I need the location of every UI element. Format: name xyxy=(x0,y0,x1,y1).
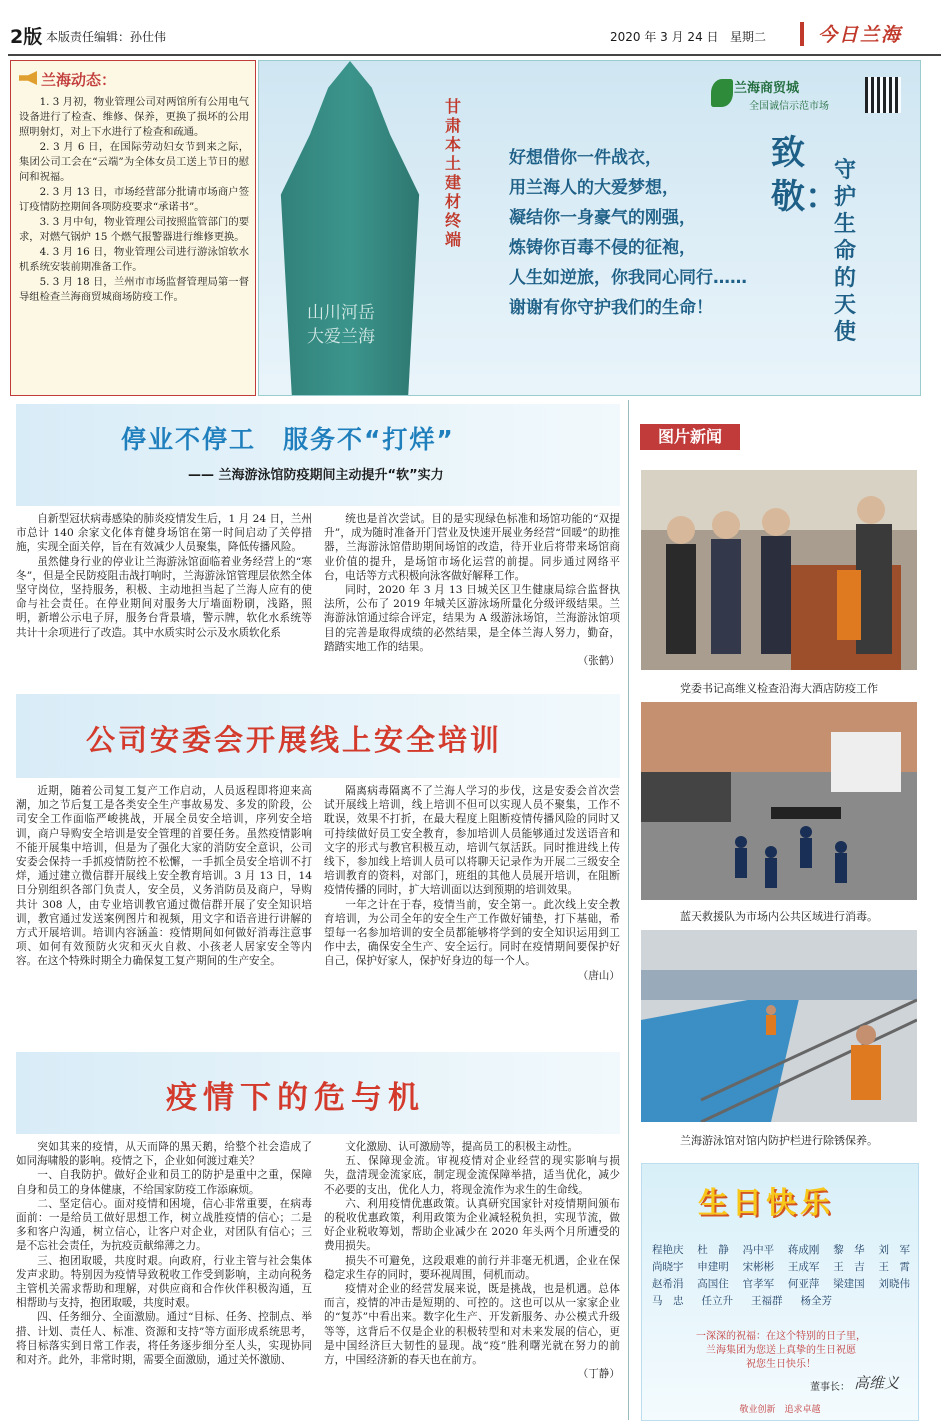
name: 官孝军 xyxy=(742,1278,775,1290)
article3-banner xyxy=(16,1052,620,1134)
news-item: 2. 3 月 13 日，市场经营部分批请市场商户签订疫情防控期间各项防疫要求“承诺书”。 xyxy=(19,186,249,213)
article1-col2 xyxy=(324,512,620,690)
article3-col1 xyxy=(16,1140,312,1422)
ad-line: 凝结你一身豪气的刚强， xyxy=(509,208,696,228)
photo-caption: 党委书记高维义检查沿海大酒店防疫工作 xyxy=(680,682,878,695)
name: 马 忠 xyxy=(652,1295,684,1307)
gown-line: 山川河岳 xyxy=(307,303,375,323)
angel-text: 守护生命的天使 xyxy=(834,158,857,345)
megaphone-icon xyxy=(19,71,37,85)
news-item: 5. 3 月 18 日，兰州市市场监督管理局第一督导组检查兰海商贸城商场防疫工作。 xyxy=(19,276,249,303)
paragraph: 三、抱团取暖，共度时艰。向政府，行业主管与社会集体发声求助。特别因为疫情导致税收工作受到影响，主动向税务主管机关需求帮助和理解，对供应商和合作伙伴积极沟通，互相帮助与支持，抱团取暖，共度时艰。 xyxy=(16,1254,312,1310)
advertisement xyxy=(258,60,921,396)
name-row xyxy=(652,1293,910,1310)
name: 王成军 xyxy=(787,1261,820,1273)
picture-news-heading: 图片新闻 xyxy=(640,424,740,450)
name: 王 吉 xyxy=(833,1261,865,1273)
article1-subtitle: —— 兰海游泳馆防疫期间主动提升“软”实力 xyxy=(188,468,444,483)
paragraph: 隔离病毒隔离不了兰海人学习的步伐，这是安委会首次尝试开展线上培训，线上培训不但可以实现人员不聚集，工作不耽误，效果不打折，在最大程度上阻断疫情传播风险的同时又可持续做好员工安全教育，参加培训人员能够通过发送语音和文字的形式与教官积极互动，培训气氛活跃。同时推进线上传线下，参加线上培训人员可以将聊天记录作为开展二三级安全培训教育的资料，对部门，班组的其他人员展开培训，在阻断疫情传播的同时，扩大培训面以达到预期的培训效果。 xyxy=(324,785,620,897)
wish-line: 兰海集团为您送上真挚的生日祝愿 xyxy=(706,1345,856,1356)
paragraph: 五、保障现金流。审视疫情对企业经营的现实影响与损失，盘清现金流家底，制定现金流保障举措，适当优化，减少不必要的支出，优化人力，将现金流作为求生的生命线。 xyxy=(324,1155,620,1196)
paragraph: 自新型冠状病毒感染的肺炎疫情发生后，1 月 24 日，兰州市总计 140 余家文化体育健身场馆在第一时间启动了关停措施，实现全面关停，旨在有效减少人员聚集，降低传播风险。 xyxy=(16,513,312,554)
brand-logo-icon xyxy=(711,79,733,107)
news-item: 2. 3 月 6 日，在国际劳动妇女节到来之际，集团公司工会在“云端”为全体女员工送上节日的慰问和祝福。 xyxy=(19,141,249,183)
birthday-wish xyxy=(652,1330,910,1372)
name-row xyxy=(652,1242,910,1259)
weekday-text: 星期二 xyxy=(729,30,766,44)
article2-col2 xyxy=(324,784,620,1048)
photo-pool xyxy=(641,930,917,1122)
name: 宋彬彬 xyxy=(742,1261,775,1273)
article2-title: 公司安委会开展线上安全培训 xyxy=(86,723,503,757)
issue-date xyxy=(610,28,766,45)
article2-col1 xyxy=(16,784,312,1048)
news-item: 1. 3 月初，物业管理公司对两馆所有公用电气设备进行了检查、维修、保养，更换了损坏的公用照明射灯，对上下水进行了检查和疏通。 xyxy=(19,96,249,138)
article1-col1 xyxy=(16,512,312,690)
name: 高国住 xyxy=(697,1278,729,1290)
article1-banner xyxy=(16,404,620,506)
paragraph: 同时，2020 年 3 月 13 日城关区卫生健康局综合监督执法所，公布了 2019 年城关区游泳场所量化分级评级结果。兰海游泳馆通过综合评定，结果为 A 级游泳场馆，兰海游泳馆项目的完善是取得成绩的必然结果，是全体兰海人努力，勤奋，踏踏实地工作的结果。 xyxy=(324,584,620,653)
name: 王 霄 xyxy=(878,1261,910,1273)
birthday-box xyxy=(641,1163,919,1421)
company-motto: 敬业创新 追求卓越 xyxy=(739,1405,821,1415)
news-item: 3. 3 月中旬，物业管理公司按照监管部门的要求，对燃气锅炉 15 个燃气报警器进行维修更换。 xyxy=(19,216,249,243)
birthday-title: 生日快乐 xyxy=(698,1186,834,1221)
header-rule xyxy=(8,54,941,56)
qr-code-icon xyxy=(865,77,901,113)
ad-line: 人生如逆旅，你我同心同行…… xyxy=(509,268,747,288)
paragraph: 一、自我防护。做好企业和员工的防护是重中之重，保障自身和员工的身体健康，不给国家防疫工作添麻烦。 xyxy=(16,1169,312,1196)
name: 王福群 xyxy=(751,1295,783,1307)
brand-subtitle: 全国诚信示范市场 xyxy=(749,101,829,112)
name: 程艳庆 xyxy=(652,1244,684,1256)
page-header xyxy=(0,0,949,56)
name: 梁建国 xyxy=(833,1278,865,1290)
paragraph: 突如其来的疫情，从天而降的黑天鹅，给整个社会造成了如同海啸般的影响。疫情之下，企业如何渡过难关？ xyxy=(16,1141,312,1168)
paragraph: 二、坚定信心。面对疫情和困境，信心非常重要，在病毒面前：一是给员工做好思想工作，树立战胜疫情的信心；二是多和客户沟通，树立信心，让客户对企业，对团队有信心；三是不忘社会责任，为抗疫贡献绵薄之力。 xyxy=(16,1197,312,1253)
news-title: 兰海动态： xyxy=(41,71,117,89)
name: 冯中平 xyxy=(742,1244,775,1256)
name: 杜 静 xyxy=(697,1244,729,1256)
ad-line: 用兰海人的大爱梦想， xyxy=(509,178,679,198)
name: 刘晓伟 xyxy=(878,1278,910,1290)
name: 申建明 xyxy=(697,1261,729,1273)
author-byline: （张鹤） xyxy=(577,655,620,668)
article3-title: 疫情下的危与机 xyxy=(166,1080,425,1116)
ad-line: 好想借你一件战衣， xyxy=(509,148,662,168)
news-box xyxy=(10,60,256,396)
newspaper-logo: 今日兰海 xyxy=(818,24,903,46)
photo-disinfection xyxy=(641,702,917,900)
author-byline: （丁静） xyxy=(577,1368,620,1381)
paragraph: 文化激励、认可激励等，提高员工的积极主动性。 xyxy=(345,1141,579,1153)
gown-lettering xyxy=(307,301,375,349)
paragraph: 近期，随着公司复工复产工作启动，人员返程即将迎来高潮，加之节后复工是各类安全生产事故易发、多发的阶段，公司安全工作面临严峻挑战，开展全员安全培训，序列安全培训，商户导购安全培训是安全管理的首要任务。虽然疫情影响不能开展集中培训，但是为了强化大家的消防安全意识，公司安委会保持一手抓疫情防控不松懈，一手抓全员安全培训不打烊，通过建立微信群开展线上安全教育培训。3 月 13 日，14 日分别组织各部门负责人，安全员，义务消防员及商户，导购共计 308 人，由专业培训教官通过微信群开展了安全知识培训，教官通过发送案例图片和视频，用文字和语音进行讲解的方式开展培训。培训内容涵盖：疫情期间如何做好消毒注意事项、如何有效预防火灾和灭火自救、小孩老人居家安全等内容。在这个特殊时期全力确保复工复产期间的生产安全。 xyxy=(16,785,312,968)
paragraph: 损失不可避免，这段艰难的前行并非毫无机遇，企业在保稳定求生存的同时，要环视周围，伺机而动。 xyxy=(324,1254,620,1281)
article2-banner xyxy=(16,694,620,778)
chairman-label: 董事长： xyxy=(810,1382,850,1393)
column-divider xyxy=(628,400,629,1420)
photo-inspection xyxy=(641,470,917,670)
paragraph: 虽然健身行业的停业让兰海游泳馆面临着业务经营上的“寒冬”，但是全民防疫阻击战打响时，兰海游泳馆管理层依然全体坚守岗位，坚持服务，积极、主动地担当起了兰海人应有的使命与社会责任。在停业期间对服务大厅墙面粉刷，浅路，照明，新增公示电子屏，服务台背景墙，警示牌，软化水系统等共计十余项进行了改造。其中水质实时公示及水质软化系 xyxy=(16,555,312,639)
article1-title: 停业不停工 服务不“打烊” xyxy=(121,425,455,454)
name: 何亚萍 xyxy=(787,1278,820,1290)
date-text: 2020 年 3 月 24 日 xyxy=(610,30,719,44)
vertical-slogan: 甘肃本土建材终端 xyxy=(445,97,462,249)
name: 刘 军 xyxy=(878,1244,910,1256)
paragraph: 疫情对企业的经营发展来说，既是挑战，也是机遇。总体而言，疫情的冲击是短期的、可控的。这也可以从一家家企业的“复苏”中看出来。数字化生产、开发新服务、办公模式升级等等，这背后不仅是企业的积极转型和对未来发展的信心，更是中国经济巨大韧性的显现。战“疫”胜利曙光就在努力的前方，中国经济新的春天也在前方。 xyxy=(324,1283,620,1367)
article3-col2 xyxy=(324,1140,620,1422)
name: 蒋成刚 xyxy=(787,1244,820,1256)
news-list xyxy=(19,95,249,305)
name: 任立升 xyxy=(701,1295,733,1307)
paragraph: 统也是首次尝试。目的是实现绿色标准和场馆功能的“双提升”，成为随时准备开门营业及快速开展业务经营“回暖”的助推器，兰海游泳馆借助期间场馆的改造，待开业后将带来场馆商业价值的提升，是场馆市场化运营的前提。同步通过网络平台，电话等方式积极向泳客做好解释工作。 xyxy=(324,513,620,582)
photo-caption: 兰海游泳馆对馆内防护栏进行除锈保养。 xyxy=(680,1134,878,1147)
wish-line: 祝您生日快乐！ xyxy=(746,1359,816,1370)
gown-line: 大爱兰海 xyxy=(307,327,375,347)
header-divider xyxy=(800,22,804,46)
ad-line: 炼铸你百毒不侵的征袍， xyxy=(509,238,696,258)
chairman-signature: 高维义 xyxy=(854,1374,900,1392)
paragraph: 六、利用疫情优惠政策。认真研究国家针对疫情期间颁布的税收优惠政策，利用政策为企业减轻税负担，实现节流，做好企业税收筹划，帮助企业减少在 2020 年头两个月所遭受的费用损失。 xyxy=(324,1197,620,1253)
salute-text: 致敬： xyxy=(771,133,839,217)
page-number: 2版 xyxy=(10,26,43,48)
birthday-names xyxy=(652,1242,910,1310)
ad-line: 谢谢有你守护我们的生命！ xyxy=(509,298,713,318)
paragraph: 一年之计在于春，疫情当前，安全第一。此次线上安全教育培训，为公司全年的安全生产工作做好铺垫，打下基础，希望每一名参加培训的安全员都能够将学到的安全知识运用到工作中去，确保安全生产、安全运行。同时在疫情期间要保护好自己，保护好家人，保护好身边的每一个人。 xyxy=(324,898,620,968)
brand-name: 兰海商贸城 xyxy=(734,81,800,96)
name: 杨全芳 xyxy=(800,1295,832,1307)
editor-credit: 本版责任编辑：孙仕伟 xyxy=(46,30,167,44)
name: 赵希涓 xyxy=(652,1278,684,1290)
paragraph: 四、任务细分、全面激励。通过“目标、任务、控制点、举措、计划、责任人、标准、资源和支持”等方面形成系统思考，将目标落实到日常工作表，将任务逐步细分至人头，实现协同和对齐。此外，非常时期，需要全面激励，通过关怀激励、 xyxy=(16,1311,312,1367)
name-row xyxy=(652,1259,910,1276)
name: 尚晓宇 xyxy=(652,1261,684,1273)
photo-caption: 蓝天救援队为市场内公共区域进行消毒。 xyxy=(680,910,878,923)
name-row xyxy=(652,1276,910,1293)
wish-line: 一深深的祝福：在这个特别的日子里， xyxy=(696,1331,866,1342)
author-byline: （唐山） xyxy=(577,969,620,982)
name: 黎 华 xyxy=(833,1244,865,1256)
news-item: 4. 3 月 16 日，物业管理公司进行游泳馆软水机系统安装前期准备工作。 xyxy=(19,246,249,273)
